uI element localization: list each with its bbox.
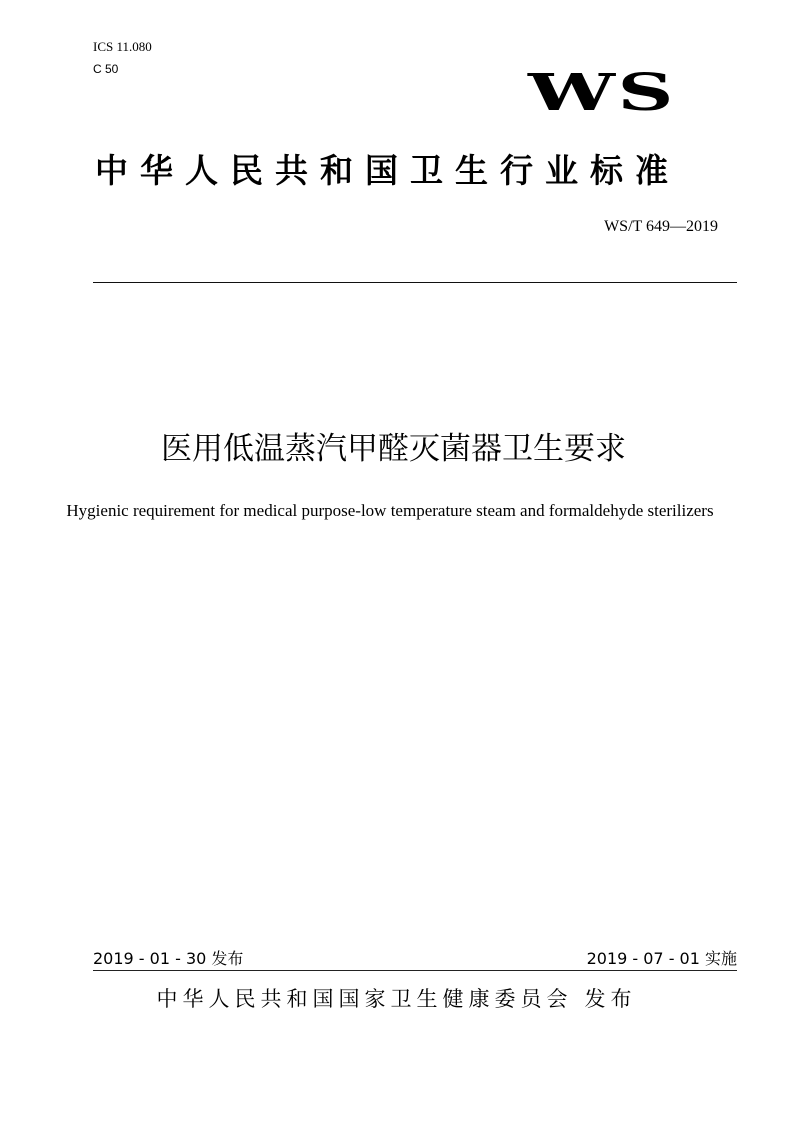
ics-code: ICS 11.080 bbox=[93, 39, 152, 54]
publisher bbox=[0, 983, 793, 1015]
ws-logo: WS bbox=[528, 62, 677, 123]
header-divider bbox=[93, 282, 737, 283]
publisher-suffix: 发布 bbox=[584, 987, 637, 1011]
footer-divider bbox=[93, 970, 737, 971]
document-title-english: Hygienic requirement for medical purpose-low temperature steam and formaldehyde sterilizers bbox=[66, 501, 714, 520]
standard-number: WS/T 649—2019 bbox=[604, 218, 718, 235]
document-title-chinese-text: 医用低温蒸汽甲醛灭菌器卫生要求 bbox=[161, 431, 626, 467]
implementation-date: 2019 - 07 - 01 实施 bbox=[586, 949, 737, 968]
publisher-name: 中华人民共和国国家卫生健康委员会 bbox=[156, 987, 573, 1011]
standard-category-title: 中华人民共和国卫生行业标准 bbox=[95, 151, 680, 190]
issue-date: 2019 - 01 - 30 发布 bbox=[93, 949, 244, 968]
document-title-chinese bbox=[0, 427, 793, 471]
ccs-code: C 50 bbox=[93, 62, 119, 76]
